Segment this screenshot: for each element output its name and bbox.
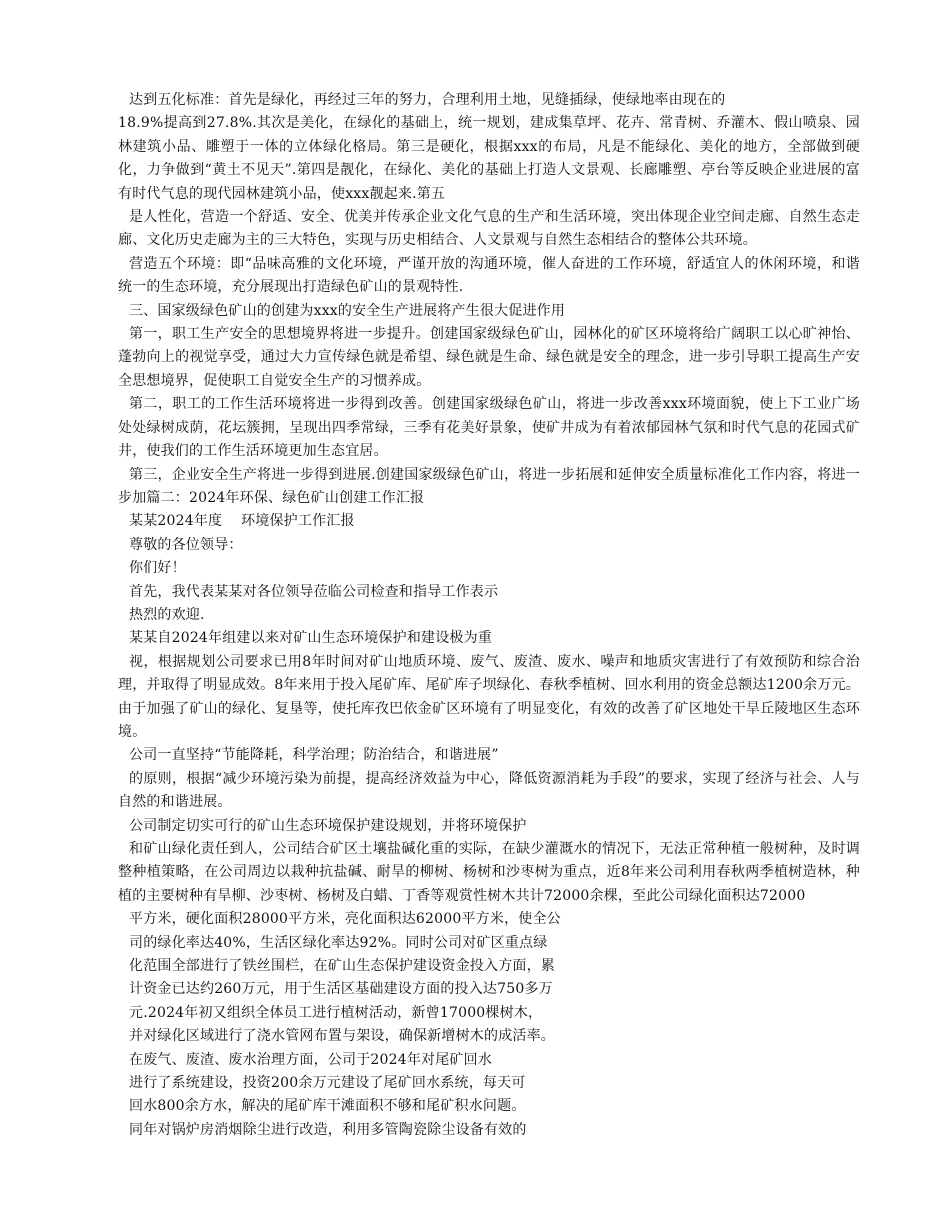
- paragraph: 计资金已达约260万元，用于生活区基础建设方面的投入达750多万: [129, 981, 553, 998]
- paragraph: 同年对锅炉房消烟除尘进行改造，利用多管陶瓷除尘设备有效的: [129, 1121, 527, 1138]
- paragraph: 的原则，根据“减少环境污染为前提，提高经济效益为中心，降低资源消耗为手段”的要求，实现了经济与社会、人与自然的和谐进展。: [118, 770, 860, 811]
- paragraph: 你们好！: [129, 560, 186, 577]
- paragraph: 公司一直坚持“节能降耗，科学治理；防治结合，和谐进展”: [129, 747, 499, 764]
- paragraph: 平方米，硬化面积28000平方米，亮化面积达62000平方米，使全公: [129, 911, 561, 928]
- paragraph: 首先，我代表某某对各位领导莅临公司检查和指导工作表示: [129, 583, 499, 600]
- paragraph: 热烈的欢迎.: [129, 606, 205, 623]
- paragraph: 第一，职工生产安全的思想境界将进一步提升。创建国家级绿色矿山，园林化的矿区环境将给广阔职工以心旷神怡、蓬勃向上的视觉享受，通过大力宣传绿色就是希望、绿色就是生命、绿色就是安全的理念，进一步引导职工提高生产安全思想境界，促使职工自觉安全生产的习惯养成。: [118, 326, 860, 389]
- paragraph: 某某自2024年组建以来对矿山生态环境保护和建设极为重: [129, 630, 493, 647]
- paragraph: 回水800余方水，解决的尾矿库干滩面积不够和尾矿积水问题。: [129, 1098, 526, 1115]
- paragraph: 第二，职工的工作生活环境将进一步得到改善。创建国家级绿色矿山，将进一步改善xxx环境面貌，使上下工业广场处处绿树成荫，花坛簇拥，呈现出四季常绿，三季有花美好景象，使矿井成为有着浓郁园林气氛和时代气息的花园式矿井，使我们的工作生活环境更加生态宜居。: [118, 396, 860, 460]
- paragraph: 公司制定切实可行的矿山生态环境保护建设规划，并将环境保护: [129, 817, 527, 834]
- paragraph: 进行了系统建设，投资200余万元建设了尾矿回水系统，每天可: [129, 1075, 526, 1092]
- paragraph: 是人性化，营造一个舒适、安全、优美并传承企业文化气息的生产和生活环境，突出体现企业空间走廊、自然生态走廊、文化历史走廊为主的三大特色，实现与历史相结合、人文景观与自然生态相结合的整体公共环境。: [118, 209, 860, 249]
- paragraph: 某某2024年度 环境保护工作汇报: [129, 513, 355, 530]
- paragraph: 和矿山绿化责任到人，公司结合矿区土壤盐碱化重的实际，在缺少灌溉水的情况下，无法正常种植一般树种，及时调整种植策略，在公司周边以栽种抗盐碱、耐旱的柳树、杨树和沙枣树为重点，近8年来公司利用春秋两季植树造林，种植的主要树种有旱柳、沙枣树、杨树及白蜡、丁香等观赏性树木共计72000余棵，至此公司绿化面积达72000: [118, 841, 860, 904]
- paragraph: 视，根据规划公司要求已用8年时间对矿山地质环境、废气、废渣、废水、噪声和地质灾害进行了有效预防和综合治理，并取得了明显成效。8年来用于投入尾矿库、尾矿库子坝绿化、春秋季植树、回水利用的资金总额达1200余万元。由于加强了矿山的绿化、复垦等，使托库孜巴依金矿区环境有了明显变化，有效的改善了矿区地处干旱丘陵地区生态环境。: [118, 653, 860, 740]
- paragraph: 并对绿化区域进行了浇水管网布置与架设，确保新增树木的成活率。: [129, 1028, 555, 1045]
- paragraph: 18.9%提高到27.8%.其次是美化，在绿化的基础上，统一规划，建成集草坪、花卉、常青树、乔灌木、假山喷泉、园林建筑小品、雕塑于一体的立体绿化格局。第三是硬化，根据xxx的布局，凡是不能绿化、美化的地方，全部做到硬化，力争做到“黄土不见天”.第四是靓化，在绿化、美化的基础上打造人文景观、长廊雕塑、亭台等反映企业进展的富有时代气息的现代园林建筑小品，使xxx靓起来.第五: [118, 115, 860, 202]
- paragraph: 尊敬的各位领导：: [129, 536, 243, 553]
- paragraph: 元.2024年初又组织全体员工进行植树活动，新曾17000棵树木，: [129, 1004, 543, 1021]
- paragraph: 化范围全部进行了铁丝围栏，在矿山生态保护建设资金投入方面，累: [129, 958, 555, 975]
- paragraph: 三、国家级绿色矿山的创建为xxx的安全生产进展将产生很大促进作用: [129, 302, 566, 319]
- paragraph: 司的绿化率达40%，生活区绿化率达92%。同时公司对矿区重点绿: [129, 934, 548, 951]
- paragraph: 在废气、废渣、废水治理方面，公司于2024年对尾矿回水: [129, 1051, 493, 1068]
- paragraph: 营造五个环境：即“品味高雅的文化环境，严谨开放的沟通环境，催人奋进的工作环境，舒适宜人的休闲环境，和谐统一的生态环境，充分展现出打造绿色矿山的景观特性.: [118, 255, 860, 296]
- document-body: [118, 89, 860, 1142]
- paragraph: 第三，企业安全生产将进一步得到进展.创建国家级绿色矿山，将进一步拓展和延伸安全质量标准化工作内容，将进一步加篇二：2024年环保、绿色矿山创建工作汇报: [118, 466, 860, 506]
- paragraph: 达到五化标准：首先是绿化，再经过三年的努力，合理利用土地，见缝插绿，使绿地率由现在的: [129, 92, 726, 108]
